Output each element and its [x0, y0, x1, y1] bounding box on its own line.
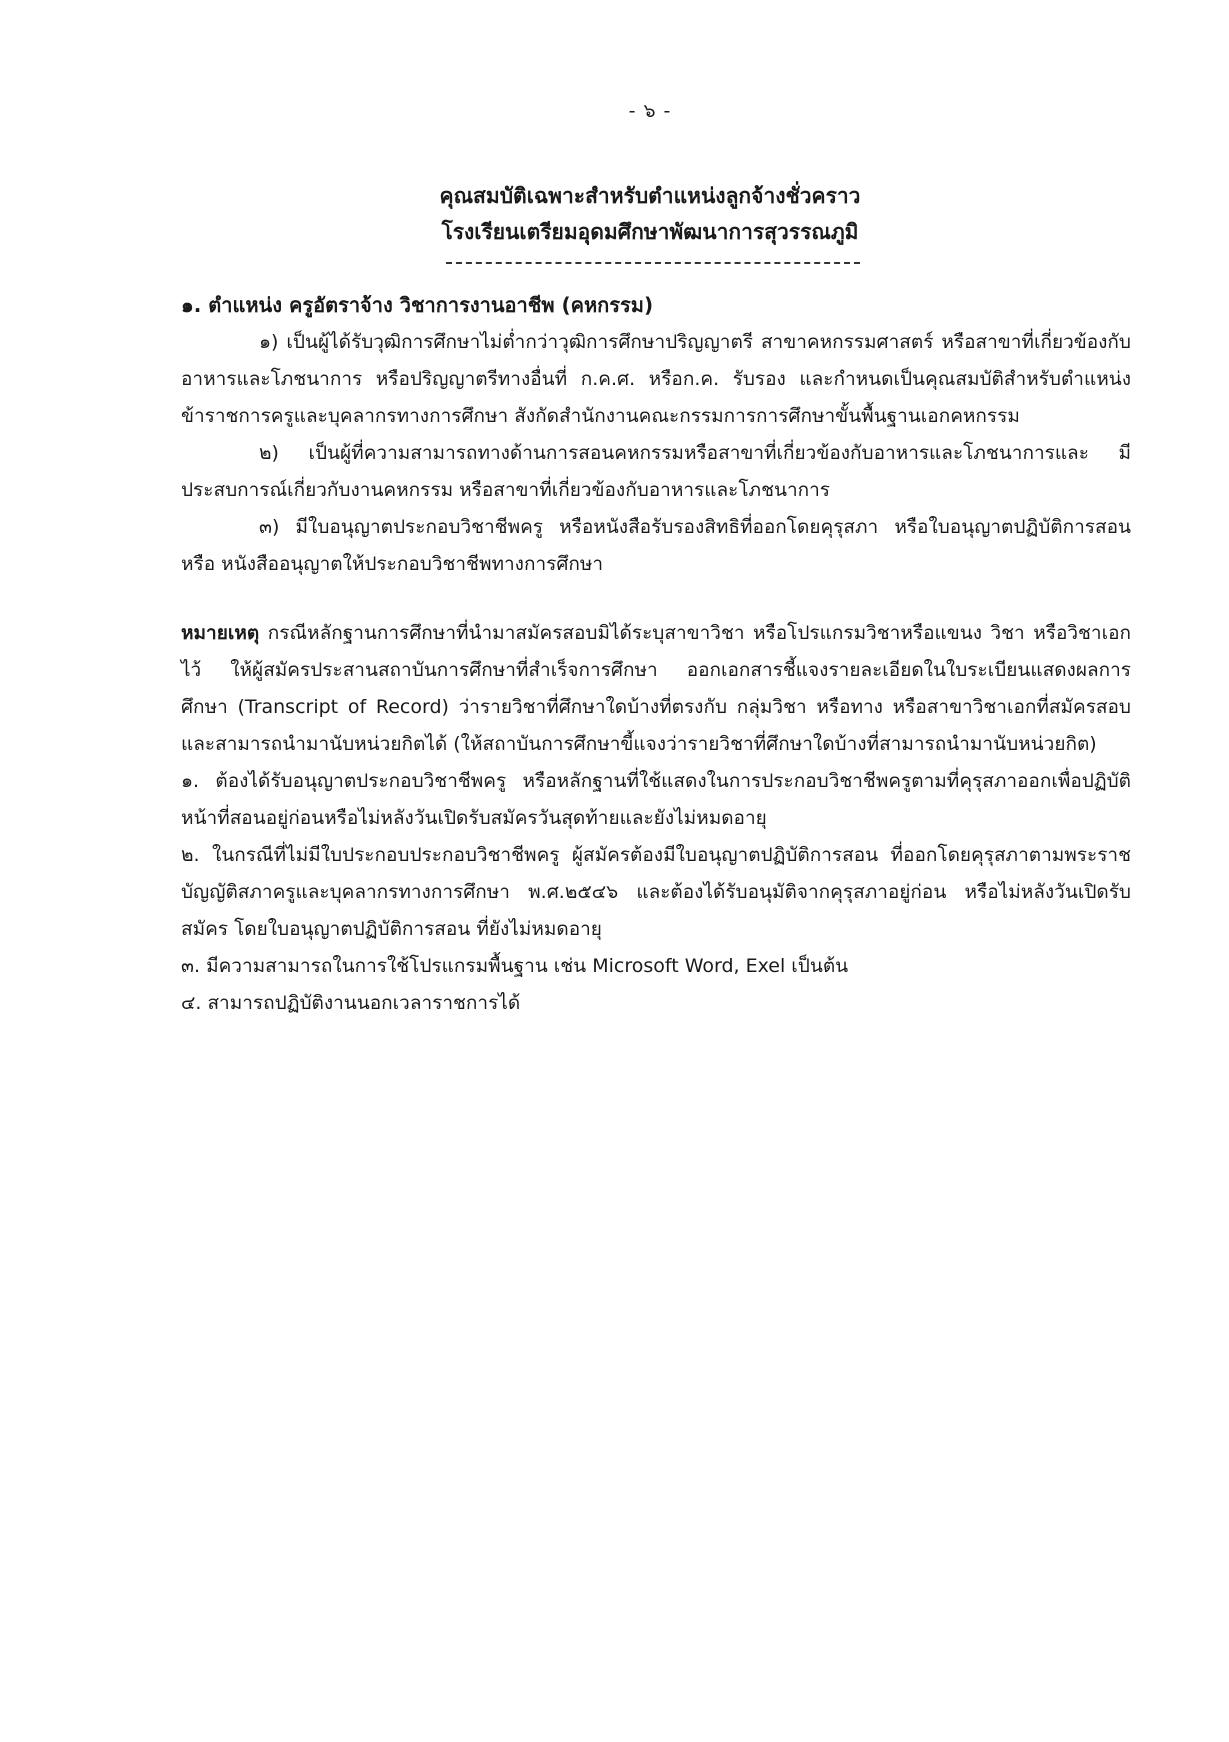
header-title-line1: คุณสมบัติเฉพาะสำหรับตำแหน่งลูกจ้างชั่วคราว [439, 184, 861, 208]
header-title-line2: โรงเรียนเตรียมอุดมศึกษาพัฒนาการสุวรรณภูมิ [441, 220, 859, 244]
document-header [0, 178, 1229, 250]
qualification-item-3: ๓) มีใบอนุญาตประกอบวิชาชีพครู หรือหนังสือรับรองสิทธิที่ออกโดยคุรุสภา หรือใบอนุญาตปฏิบัติการสอน หรือ หนังสืออนุญาตให้ประกอบวิชาชีพทางการศึกษา [181, 516, 1131, 575]
note-item-4: ๔. สามารถปฏิบัติงานนอกเวลาราชการได้ [181, 992, 521, 1014]
note-item-1: ๑. ต้องได้รับอนุญาตประกอบวิชาชีพครู หรือหลักฐานที่ใช้แสดงในการประกอบวิชาชีพครูตามที่คุรุสภาออกเพื่อปฏิบัติหน้าที่สอนอยู่ก่อนหรือไม่หลังวันเปิดรับสมัครวันสุดท้ายและยังไม่หมดอายุ [181, 770, 1131, 829]
section-title: ๑. ตำแหน่ง ครูอัตราจ้าง วิชาการงานอาชีพ (คหกรรม) [181, 293, 654, 317]
document-body [181, 287, 1131, 1022]
note-paragraph [181, 615, 1131, 763]
note-label: หมายเหตุ [181, 622, 260, 644]
page-number: - ๖ - [628, 100, 672, 122]
note-item-3: ๓. มีความสามารถในการใช้โปรแกรมพื้นฐาน เช่น Microsoft Word, Exel เป็นต้น [181, 955, 849, 977]
header-divider [446, 262, 860, 264]
note-text: กรณีหลักฐานการศึกษาที่นำมาสมัครสอบมิได้ระบุสาขาวิชา หรือโปรแกรมวิชาหรือแขนง วิชา หรือวิชาเอกไว้ ให้ผู้สมัครประสานสถาบันการศึกษาที่สำเร็จการศึกษา ออกเอกสารชี้แจงรายละเอียดในใบระเบียนแสดงผลการศึกษา (Transcript of Record) ว่ารายวิชาที่ศึกษาใดบ้างที่ตรงกับ กลุ่มวิชา หรือทาง หรือสาขาวิชาเอกที่สมัครสอบ และสามารถนำมานับหน่วยกิตได้ (ให้สถาบันการศึกษาขี้แจงว่ารายวิชาที่ศึกษาใดบ้างที่สามารถนำมานับหน่วยกิต) [181, 622, 1131, 755]
qualification-item-2: ๒) เป็นผู้ที่ความสามารถทางด้านการสอนคหกรรมหรือสาขาที่เกี่ยวข้องกับอาหารและโภชนาการและ มีประสบการณ์เกี่ยวกับงานคหกรรม หรือสาขาที่เกี่ยวข้องกับอาหารและโภชนาการ [181, 442, 1131, 501]
qualification-item-1: ๑) เป็นผู้ได้รับวุฒิการศึกษาไม่ต่ำกว่าวุฒิการศึกษาปริญญาตรี สาขาคหกรรมศาสตร์ หรือสาขาที่เกี่ยวข้องกับ อาหารและโภชนาการ หรือปริญญาตรีทางอื่นที่ ก.ค.ศ. หรือก.ค. รับรอง และกำหนดเป็นคุณสมบัติสำหรับตำแหน่ง ข้าราชการครูและบุคลากรทางการศึกษา สังกัดสำนักงานคณะกรรมการการศึกษาขั้นพื้นฐานเอกคหกรรม [181, 331, 1131, 427]
note-item-2: ๒. ในกรณีที่ไม่มีใบประกอบประกอบวิชาชีพครู ผู้สมัครต้องมีใบอนุญาตปฏิบัติการสอน ที่ออกโดยคุรุสภาตามพระราชบัญญัติสภาครูและบุคลากรทางการศึกษา พ.ศ.๒๕๔๖ และต้องได้รับอนุมัติจากคุรุสภาอยู่ก่อน หรือไม่หลังวันเปิดรับสมัคร โดยใบอนุญาตปฏิบัติการสอน ที่ยังไม่หมดอายุ [181, 844, 1131, 940]
spacer [181, 583, 1131, 615]
